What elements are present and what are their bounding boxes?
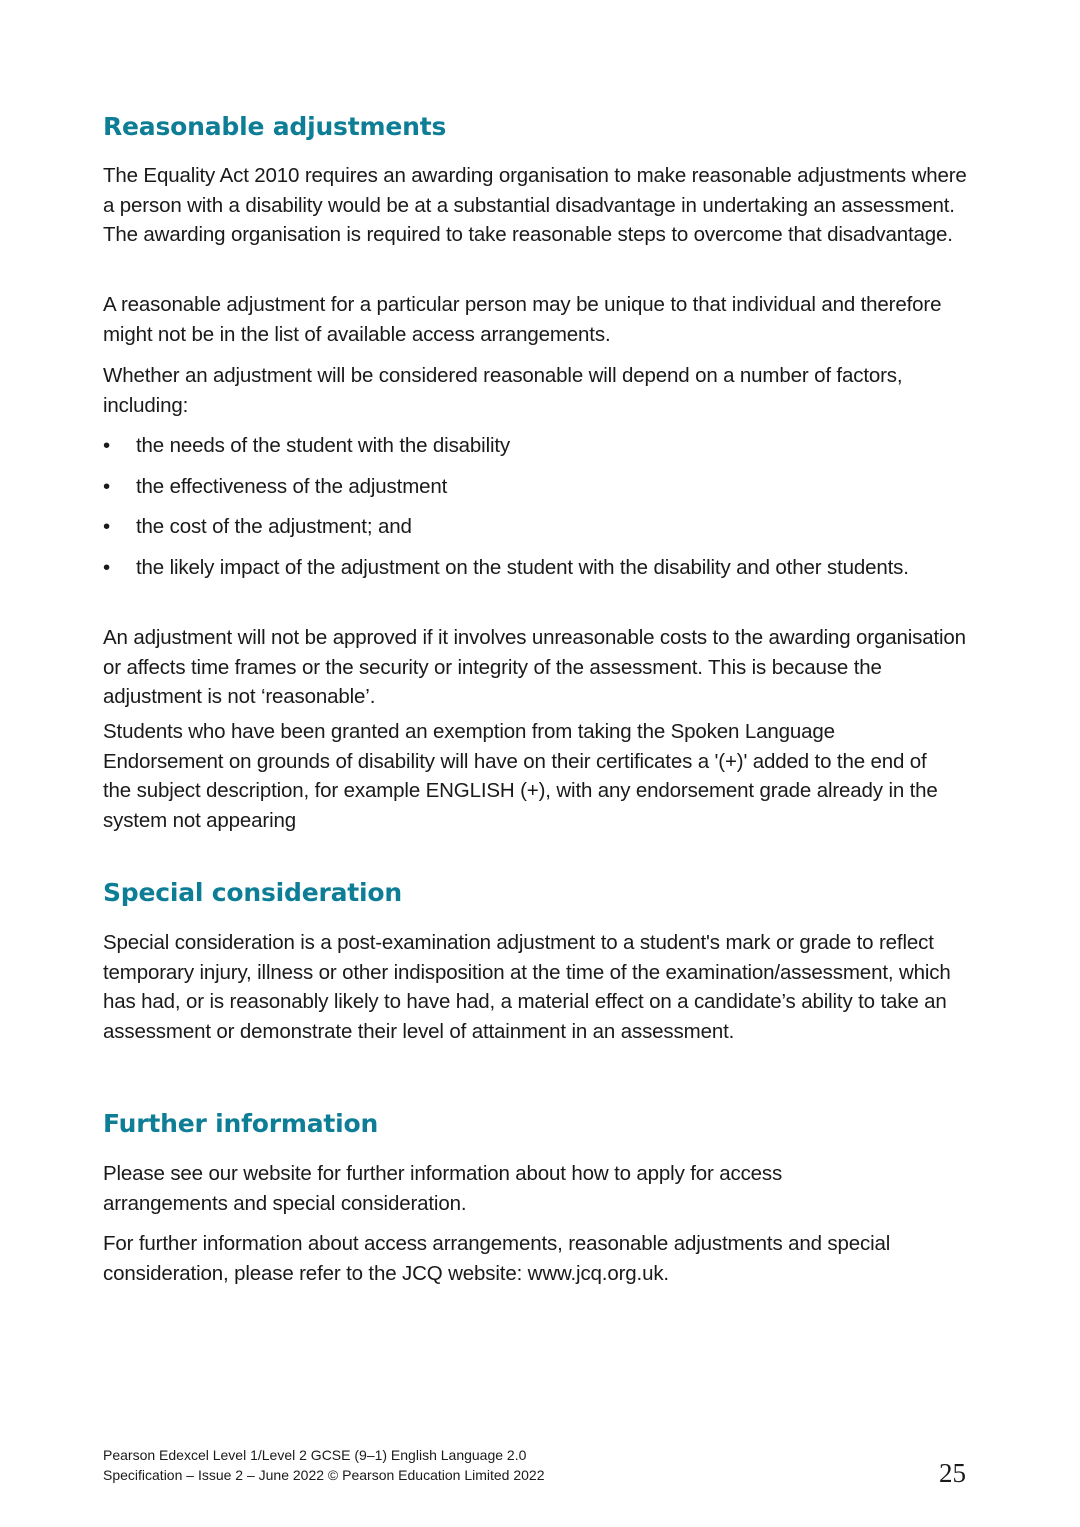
list-item xyxy=(103,472,973,502)
paragraph: Students who have been granted an exemption from taking the Spoken Language Endorsement on grounds of disability will have on their certificates a '(+)' added to the end of the subject description, for example ENGLISH (+), with any endorsement grade already in the system not appearing xyxy=(103,720,938,832)
paragraph: Special consideration is a post-examination adjustment to a student's mark or grade to reflect temporary injury, illness or other indisposition at the time of the examination/assessment, which has had, or is reasonably likely to have had, a material effect on a candidate’s ability to take an assessment or demonstrate their level of attainment in an assessment. xyxy=(103,931,951,1043)
paragraph: Please see our website for further information about how to apply for access arrangements and special consideration. xyxy=(103,1162,783,1215)
paragraph: Whether an adjustment will be considered reasonable will depend on a number of factors, including: xyxy=(103,364,903,417)
bullet-icon: • xyxy=(103,434,111,457)
list-item xyxy=(103,512,973,542)
paragraph: The Equality Act 2010 requires an awarding organisation to make reasonable adjustments where a person with a disability would be at a substantial disadvantage in undertaking an assessment. The awarding organisation is required to take reasonable steps to overcome that disadvantage. xyxy=(103,164,967,246)
heading-reasonable-adjustments: Reasonable adjustments xyxy=(103,112,447,141)
list-item-text: the cost of the adjustment; and xyxy=(136,515,412,538)
paragraph: For further information about access arrangements, reasonable adjustments and special consideration, please refer to the JCQ website: www.jcq.org.uk. xyxy=(103,1232,891,1285)
bullet-icon: • xyxy=(103,555,111,579)
page-number: 25 xyxy=(939,1458,966,1488)
heading-special-consideration: Special consideration xyxy=(103,878,402,907)
paragraph: A reasonable adjustment for a particular person may be unique to that individual and therefore might not be in the list of available access arrangements. xyxy=(103,293,942,346)
factors-list xyxy=(103,431,973,582)
paragraph: An adjustment will not be approved if it involves unreasonable costs to the awarding organisation or affects time frames or the security or integrity of the assessment. This is because the adjustment is not ‘reasonable’. xyxy=(103,626,966,708)
footer-copyright: Specification – Issue 2 – June 2022 © Pearson Education Limited 2022 xyxy=(103,1467,545,1483)
list-item-text: the needs of the student with the disability xyxy=(136,434,511,457)
bullet-icon: • xyxy=(103,474,111,498)
list-item xyxy=(103,431,973,461)
list-item-text: the effectiveness of the adjustment xyxy=(136,474,448,498)
page-footer xyxy=(103,1445,545,1485)
list-item xyxy=(103,553,936,583)
list-item-text: the likely impact of the adjustment on the student with the disability and other students. xyxy=(136,555,909,579)
bullet-icon: • xyxy=(103,515,111,538)
heading-further-information: Further information xyxy=(103,1109,379,1138)
footer-title: Pearson Edexcel Level 1/Level 2 GCSE (9–1) English Language 2.0 xyxy=(103,1447,527,1463)
